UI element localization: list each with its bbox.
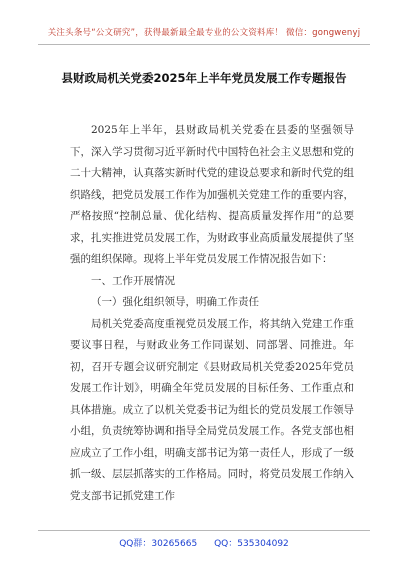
qq-number: QQ：535304092: [214, 539, 289, 549]
footer-contacts: [0, 536, 408, 549]
document-body: [70, 120, 354, 507]
footer-divider: [38, 530, 370, 531]
section-heading: 一、工作开展情况: [91, 274, 175, 287]
subsection-heading: （一）强化组织领导，明确工作责任: [91, 296, 259, 308]
body-paragraph: 局机关党委高度重视党员发展工作，将其纳入党建工作重要议事日程，与财政业务工作同谋划、同部署、同推进。年初，召开专题会议研究制定《县财政局机关党委2025年党员发展工作计划》，明确全年党员发展的目标任务、工作重点和具体措施。成立了以机关党委书记为组长的党员发展工作领导小组，负责统筹协调和指导全局党员发展工作。各党支部也相应成立了工作小组，明确支部书记为第一责任人，形成了一级抓一级、层层抓落实的工作格局。同时，将党员发展工作纳入党支部书记抓党建工作: [70, 317, 354, 502]
intro-paragraph: 2025年上半年，县财政局机关党委在县委的坚强领导下，深入学习贯彻习近平新时代中国特色社会主义思想和党的二十大精神，认真落实新时代党的建设总要求和新时代党的组织路线，把党员发展工作作为加强机关党建工作的重要内容，严格按照“控制总量、优化结构、提高质量发挥作用”的总要求，扎实推进党员发展工作，为财政事业高质量发展提供了坚强的组织保障。现将上半年党员发展工作情况报告如下：: [70, 124, 354, 265]
document-title: 县财政局机关党委2025年上半年党员发展工作专题报告: [61, 71, 347, 85]
qq-group-number: QQ群：30265665: [119, 539, 198, 549]
header-divider: [38, 44, 370, 45]
promo-header: 关注头条号“公文研究”，获得最新最全最专业的公文资料库！ 微信：gongwenyj: [47, 28, 361, 38]
